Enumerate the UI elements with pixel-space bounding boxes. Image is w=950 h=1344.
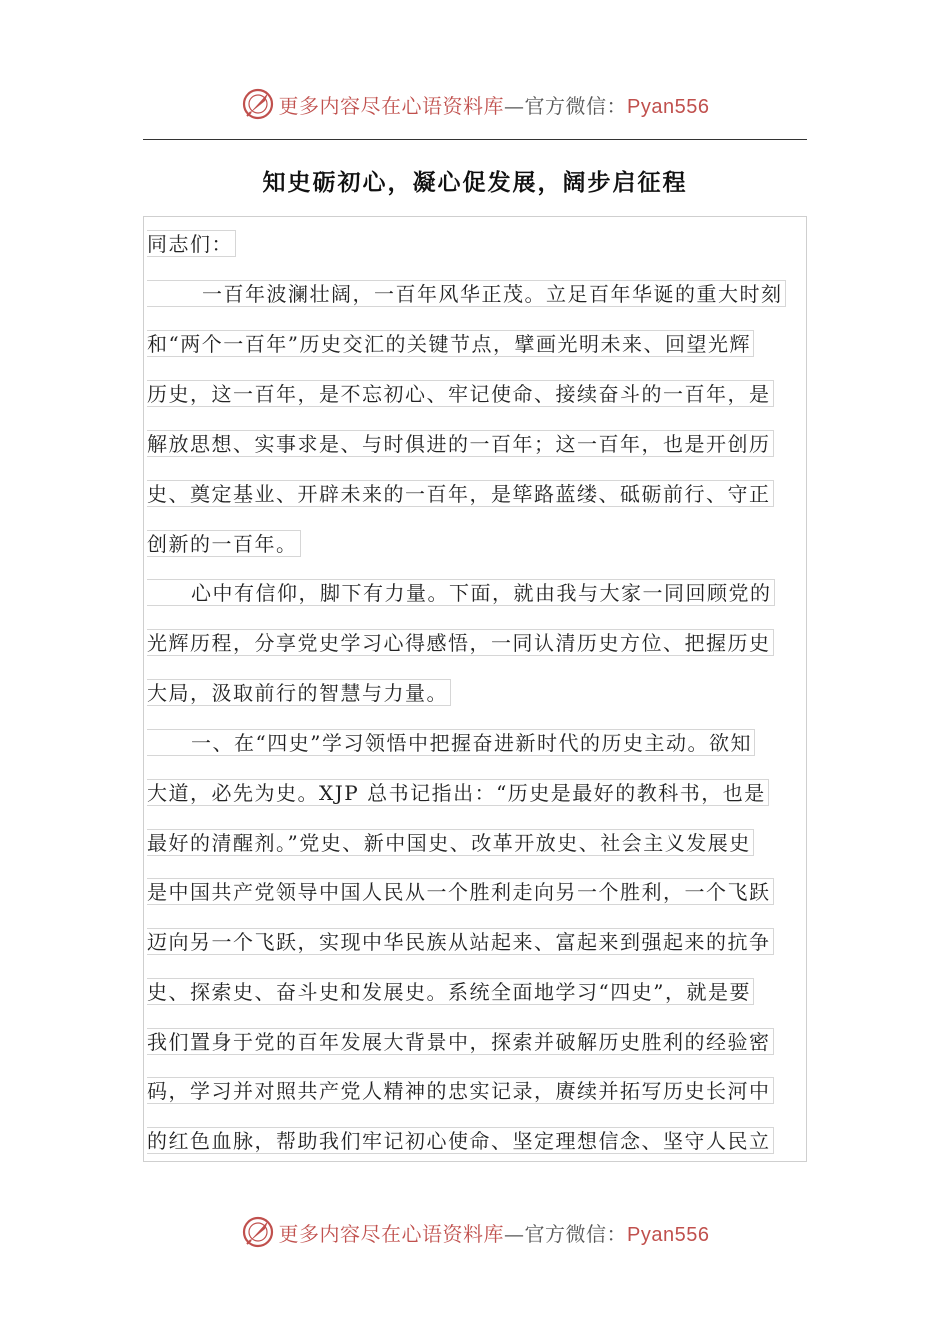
text-line: 最好的清醒剂。”党史、新中国史、改革开放史、社会主义发展史 — [147, 829, 754, 856]
banner-text — [279, 90, 710, 119]
text-line: 大道，必先为史。XJP 总书记指出：“历史是最好的教科书，也是 — [147, 779, 769, 806]
quill-logo-icon — [241, 87, 275, 121]
banner-tail: 官方微信： — [524, 93, 628, 118]
quill-logo-icon — [241, 1215, 275, 1249]
text-line: 史、奠定基业、开辟未来的一百年，是筚路蓝缕、砥砺前行、守正 — [147, 480, 774, 507]
banner-lead: 更多内容尽在心语资料库 — [278, 93, 505, 118]
text-line: 一、在“四史”学习领悟中把握奋进新时代的历史主动。欲知 — [147, 729, 755, 756]
salutation-line: 同志们： — [147, 230, 236, 257]
text-line: 史、探索史、奋斗史和发展史。系统全面地学习“四史”，就是要 — [147, 978, 754, 1005]
text-line: 解放思想、实事求是、与时俱进的一百年；这一百年，也是开创历 — [147, 430, 774, 457]
text-line: 创新的一百年。 — [147, 530, 301, 557]
text-line: 一百年波澜壮阔，一百年风华正茂。立足百年华诞的重大时刻 — [147, 280, 786, 307]
header-rule — [143, 139, 807, 140]
header-banner — [0, 84, 950, 124]
text-line: 是中国共产党领导中国人民从一个胜利走向另一个胜利，一个飞跃 — [147, 878, 774, 905]
text-line: 迈向另一个飞跃，实现中华民族从站起来、富起来到强起来的抗争 — [147, 928, 774, 955]
document-title: 知史砺初心，凝心促发展，阔步启征程 — [262, 169, 688, 196]
text-line: 光辉历程，分享党史学习心得感悟，一同认清历史方位、把握历史 — [147, 629, 774, 656]
text-line: 的红色血脉，帮助我们牢记初心使命、坚定理想信念、坚守人民立 — [147, 1127, 774, 1154]
banner-account: Pyan556 — [627, 95, 710, 118]
banner-tail: 官方微信： — [524, 1221, 628, 1246]
banner-lead: 更多内容尽在心语资料库 — [278, 1221, 505, 1246]
text-line: 历史，这一百年，是不忘初心、牢记使命、接续奋斗的一百年，是 — [147, 380, 774, 407]
text-line: 我们置身于党的百年发展大背景中，探索并破解历史胜利的经验密 — [147, 1028, 774, 1055]
banner-text — [279, 1218, 710, 1247]
banner-account: Pyan556 — [627, 1223, 710, 1246]
text-line: 码，学习并对照共产党人精神的忠实记录，赓续并拓写历史长河中 — [147, 1077, 774, 1104]
text-line: 大局，汲取前行的智慧与力量。 — [147, 679, 451, 706]
banner-separator: — — [504, 93, 525, 118]
text-line: 心中有信仰，脚下有力量。下面，就由我与大家一同回顾党的 — [147, 579, 775, 606]
banner-separator: — — [504, 1221, 525, 1246]
footer-banner — [0, 1212, 950, 1252]
text-line: 和“两个一百年”历史交汇的关键节点，擘画光明未来、回望光辉 — [147, 330, 754, 357]
